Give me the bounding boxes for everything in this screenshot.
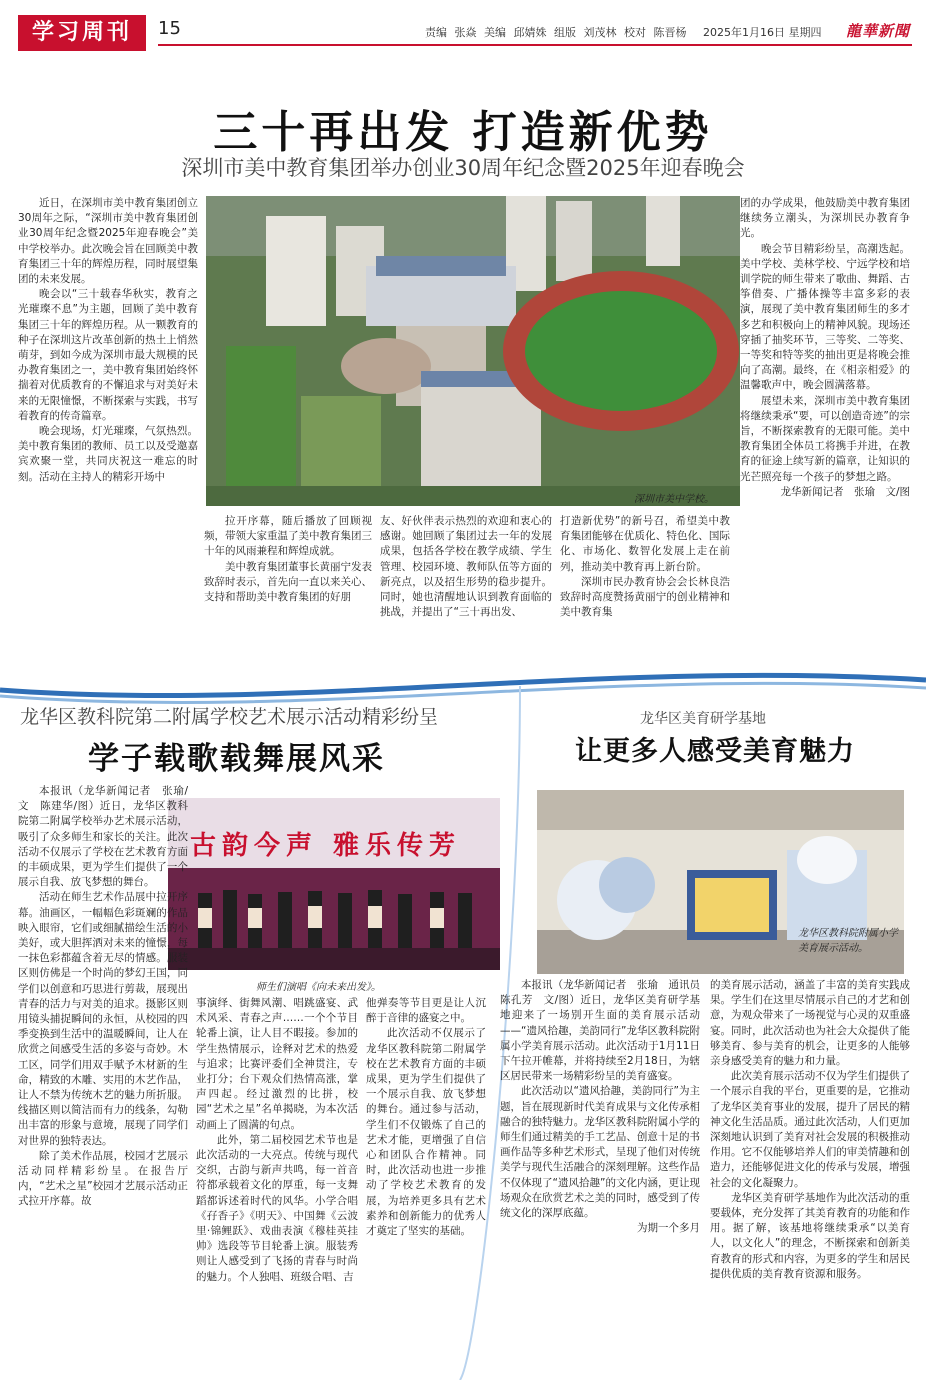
main-article-column-1 xyxy=(18,196,198,596)
paragraph: 此外，第二届校园艺术节也是此次活动的一大亮点。传统与现代交织，古韵与新声共鸣，每一首音符都承载着文化的厚重，每一支舞蹈都诉述着时代的风华。小学合唱《孖香子》《明天》、中国舞《云波里·锦鲤跃》、戏曲表演《穆桂英挂帅》选段等节目轮番上演。服装秀则让人感受到了飞扬的青春与时尚的魅力。个人独唱、班级合唱、吉 xyxy=(196,1133,358,1283)
paragraph: 友、好伙伴表示热烈的欢迎和衷心的感谢。她回顾了集团过去一年的发展成果，包括各学校在教学成绩、学生管理、校园环境、教师队伍等方面的新亮点，以及招生形势的稳步提升。同时，她也清醒地认识到教育面临的挑战，并提出了“三十再出发、 xyxy=(380,515,552,619)
paragraph: 他弹奏等节目更是让人沉醉于音律的盛宴之中。 xyxy=(366,997,486,1025)
paragraph: 深圳市民办教育协会会长林良浩致辞时高度赞扬黄丽宁的创业精神和美中教育集 xyxy=(560,575,730,619)
page-number: 15 xyxy=(158,18,181,39)
paragraph: 龙华区美育研学基地作为此次活动的重要载体，充分发挥了其美育教育的功能和作用。据了解，该基地将继续秉承“以美育人，以文化人”的理念，不断探索和创新美育教育的形式和内容，为更多的学生和居民提供优质的美育教育资源和服务。 xyxy=(710,1191,910,1280)
paragraph: 团的办学成果，他鼓励美中教育集团继续务立潮头，为深圳民办教育争光。 xyxy=(740,197,910,240)
paragraph: 的美育展示活动，涵盖了丰富的美育实践成果。学生们在这里尽情展示自己的才艺和创意，为观众带来了一场视觉与心灵的双重盛宴。同时，此次活动也为社会大众提供了能够美育、参与美育的机会，让更多的人能够亲身感受美育的魅力和力量。 xyxy=(710,979,910,1068)
performance-photo xyxy=(168,798,500,970)
paragraph: 此次活动不仅展示了龙华区教科院第二附属学校在艺术教育方面的丰硕成果，更为学生们提供了一个展示自我、放飞梦想的舞台。通过参与活动，学生们不仅锻炼了自己的艺术才能，更增强了自信心和团队合作精神。同时，此次活动也进一步推动了学校艺术教育的发展，为培养更多具有艺术素养和创新能力的优秀人才奠定了坚实的基础。 xyxy=(366,1027,486,1238)
newspaper-logo: 龍華新聞 xyxy=(846,22,911,40)
main-article-column-2 xyxy=(204,514,372,644)
paragraph: 晚会以“三十载春华秋实，教育之光璀璨不息”为主题，回顾了美中教育集团三十年的辉煌历程。从一颗教育的种子在深圳这片改革创新的热土上悄然萌芽，到如今成为深圳市最大规模的民办教育集团之一，美中教育集团始终怀揣着对优质教育的不懈追求与对美好未来的无限憧憬，不断探索与实践，书写着教育的传奇篇章。 xyxy=(18,288,198,422)
header-rule xyxy=(158,44,912,46)
main-article-column-3 xyxy=(380,514,552,644)
paragraph: 展望未来，深圳市美中教育集团将继续秉承“要，可以创造奇迹”的宗旨，不断探索教育的无限可能。美中教育集团全体员工将携手并进，在教育的征途上续写新的篇章，让知识的光芒照亮每一个孩子的梦想之路。 xyxy=(740,394,910,483)
paragraph: 美中教育集团董事长黄丽宁发表致辞时表示，首先向一直以来关心、支持和帮助美中教育集团的好朋 xyxy=(204,560,372,604)
aesthetic-article-column-2 xyxy=(710,978,910,1374)
school-aerial-photo xyxy=(206,196,740,506)
paragraph: 为期一个多月 xyxy=(637,1222,700,1235)
stage-banner-text: 古韵今声 雅乐传芳 xyxy=(190,831,462,861)
paragraph: 此次活动以“遗风拾趣，美韵同行”为主题，旨在展现新时代美育成果与文化传承相融合的独特魅力。龙华区教科院附属小学的师生们通过精美的手工艺品、创意十足的书画作品等多种艺术形式，呈现了他们对传统美学与现代生活融合的深刻理解。这些作品不仅体现了“遗风拾趣”的文化内涵，更让现场观众在欣赏艺术之美的同时，感受到了传统文化的深厚底蕴。 xyxy=(500,1085,700,1220)
paragraph: 此次美育展示活动不仅为学生们提供了一个展示自我的平台，更重要的是，它推动了龙华区美育事业的发展，提升了居民的精神文化生活品质。通过此次活动，人们更加深刻地认识到了美育对社会发展的积极推动作用。它不仅能够培养人们的审美情趣和创造力，还能够促进文化的传承与发展，增强社会的文化凝聚力。 xyxy=(710,1070,910,1189)
paragraph: 本报讯（龙华新闻记者 张瑜 通讯员 陈孔芳 文/图）近日，龙华区美育研学基地迎来了一场别开生面的美育展示活动——“遗风拾趣，美韵同行”龙华区教科院附属小学美育展示活动。此次活动于1月11日下午拉开帷幕，并将持续至2月18日，为辖区居民带来一场精彩纷呈的美育盛宴。 xyxy=(500,979,711,1083)
main-article-column-4 xyxy=(560,514,730,644)
paragraph: 晚会现场，灯光璀璨，气氛热烈。美中教育集团的教师、员工以及受邀嘉宾欢聚一堂，共同庆祝这一难忘的时刻。活动在主持人的精彩开场中 xyxy=(18,425,198,483)
paragraph: 本报讯（龙华新闻记者 张瑜/文 陈建华/图）近日，龙华区教科院第二附属学校举办艺术展示活动，吸引了众多师生和家长的关注。此次活动不仅展示了学校在艺术教育方面的丰硕成果，更为学生们提供了一个展示自我、放飞梦想的舞台。 xyxy=(18,785,188,889)
aesthetic-article-column-1 xyxy=(500,978,711,1374)
main-headline: 三十再出发 打造新优势 xyxy=(213,107,713,158)
art-kicker: 龙华区教科院第二附属学校艺术展示活动精彩纷呈 xyxy=(20,706,439,728)
editor-credits: 责编 张焱 美编 邱婧姝 组版 刘茂林 校对 陈晋杨 xyxy=(425,26,687,39)
paragraph: 拉开序幕，随后播放了回顾视频，带领大家重温了美中教育集团三十年的风雨兼程和辉煌成就。 xyxy=(204,515,372,558)
paragraph: 晚会节目精彩纷呈，高潮迭起。美中学校、美林学校、宁远学校和培训学院的师生带来了歌曲、舞蹈、古筝借奏、广播体操等丰富多彩的表演，展现了美中教育集团师生的多才多艺和积极向上的精神风貌。现场还穿插了抽奖环节，三等奖、二等奖、一等奖和特等奖的抽出更是将晚会推向了高潮。最终，在《相亲相爱》的温馨歌声中，晚会圆满落幕。 xyxy=(740,242,910,392)
paragraph: 打造新优势”的新号召，希望美中教育集团能够在优质化、特色化、国际化、市场化、数智化发展上走在前列，推动美中教育再上新台阶。 xyxy=(560,515,730,573)
paragraph: 近日，在深圳市美中教育集团创立30周年之际，“深圳市美中教育集团创业30周年纪念暨2025年迎春晚会”美中学校举办。此次晚会旨在回顾美中教育集团三十年的辉煌历程，同时展望集团的未来发展。 xyxy=(18,197,198,286)
aesthetic-headline: 让更多人感受美育魅力 xyxy=(575,736,855,767)
paragraph: 活动在师生艺术作品展中拉开序幕。油画区，一幅幅色彩斑斓的作品映入眼帘，它们或细腻描绘生活的小美好，或大胆挥洒对未来的憧憬，每一抹色彩都蕴含着无尽的情感。服装区则仿佛是一个时尚的梦幻王国，同学们以创意和巧思进行剪裁，展现出青春的活力与对美的追求。摄影区则用镜头捕捉瞬间的永恒，从校园的四季变换到生活中的温暖瞬间，让人在欣赏之间感受生活的多姿与奇妙。木工区，同学们用双手赋予木材新的生命，精致的木雕、实用的木艺作品，让人不禁为传统木艺的魅力所折服。线描区则以简洁而有力的线条，勾勒出丰富的形象与意境，展现了同学们对世界的独特表达。 xyxy=(18,891,188,1147)
paragraph: 事演绎、街舞风潮、唱跳盛宴、武术风采、青春之声……一个个节目轮番上演，让人目不暇接。参加的学生热情展示，诠释对艺术的热爱与追求；比赛评委们全神贯注，专业打分；台下观众们热情高涨，掌声四起。经过激烈的比拼，校园“艺术之星”名单揭晓，为本次活动画上了圆满的句点。 xyxy=(196,997,358,1131)
art-photo-caption: 师生们演唱《向未来出发》。 xyxy=(256,982,381,993)
art-article-column-3 xyxy=(366,996,486,1374)
issue-date: 2025年1月16日 星期四 xyxy=(703,26,822,39)
main-subheadline: 深圳市美中教育集团举办创业30周年纪念暨2025年迎春晚会 xyxy=(181,156,745,180)
art-headline: 学子载歌载舞展风采 xyxy=(88,741,385,777)
art-article-column-2 xyxy=(196,996,358,1374)
paragraph: 除了美术作品展，校园才艺展示活动同样精彩纷呈。在报告厅内，“艺术之星”校园才艺展示活动正式拉开序幕。故 xyxy=(18,1149,188,1208)
aesthetic-kicker: 龙华区美育研学基地 xyxy=(640,711,766,727)
byline: 龙华新闻记者 张瑜 文/图 xyxy=(780,485,910,498)
section-badge: 学习周刊 xyxy=(18,15,146,51)
main-article-column-5 xyxy=(740,196,910,616)
art-article-column-1 xyxy=(18,784,188,1374)
aesthetic-photo-caption: 龙华区教科院附属小学美育展示活动。 xyxy=(798,928,898,954)
main-photo-caption: 深圳市美中学校。 xyxy=(634,494,714,505)
